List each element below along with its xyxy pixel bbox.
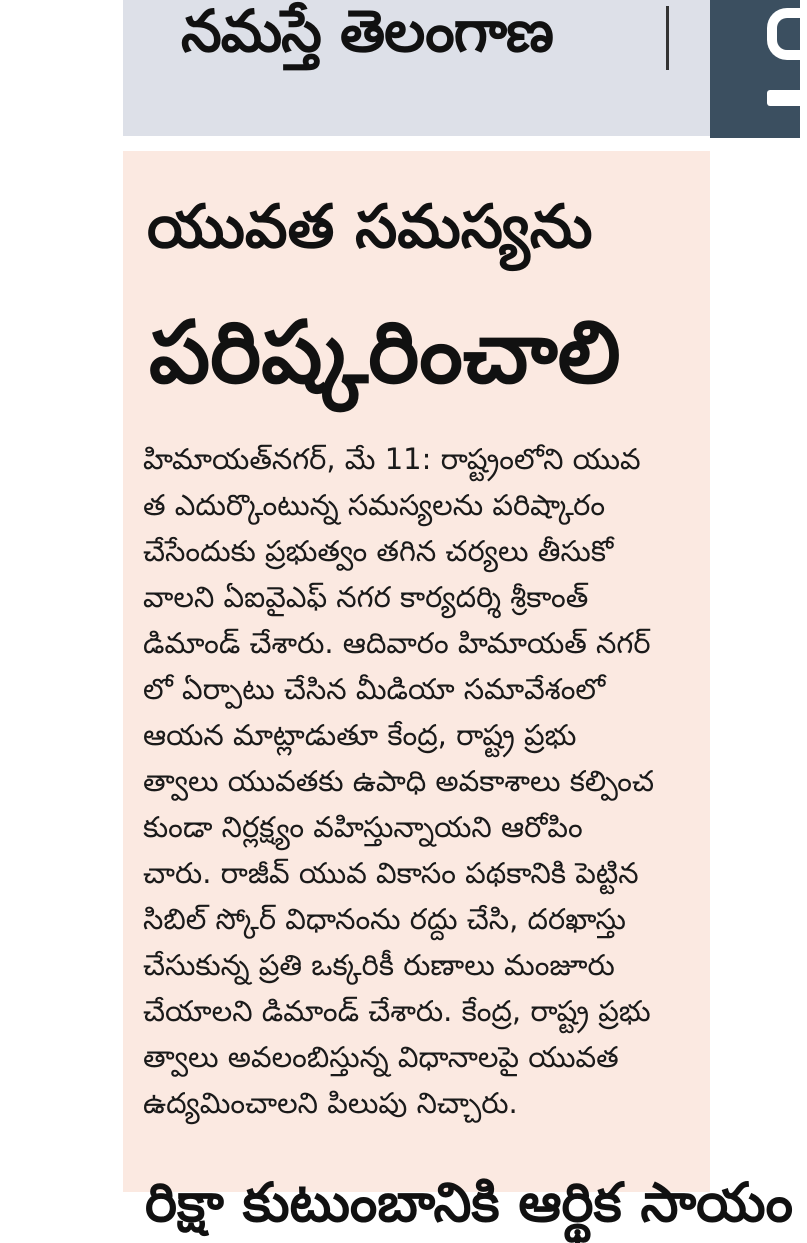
body-line: చారు. రాజీవ్ యువ వికాసం పథకానికి పెట్టిన xyxy=(143,856,639,890)
body-line: చేసుకున్న ప్రతి ఒక్కరికీ రుణాలు మంజూరు xyxy=(143,948,615,982)
body-line: చేసేందుకు ప్రభుత్వం తగిన చర్యలు తీసుకో xyxy=(143,534,614,568)
news-article xyxy=(123,151,793,1234)
body-line: త్వాలు అవలంబిస్తున్న విధానాలపై యువత xyxy=(143,1040,619,1074)
article-headline-line-2: పరిష్కరించాలి xyxy=(149,303,621,403)
body-line: ఉద్యమించాలని పిలుపు నిచ్చారు. xyxy=(143,1086,518,1120)
article-headline-line-1: యువత సమస్యను xyxy=(147,192,593,262)
adjacent-page-logo xyxy=(710,0,800,138)
masthead-title: నమస్తే తెలంగాణ xyxy=(181,0,553,65)
body-line: చేయాలని డిమాండ్ చేశారు. కేంద్ర, రాష్ట్ర ప్రభు xyxy=(143,994,651,1028)
newspaper-masthead xyxy=(123,0,710,136)
logo-glyph-shape xyxy=(767,8,807,60)
body-line: హిమాయత్‌నగర్, మే 11: రాష్ట్రంలోని యువ xyxy=(143,442,641,476)
masthead-divider xyxy=(666,6,669,70)
body-line: వాలని ఏఐవైఎఫ్ నగర కార్యదర్శి శ్రీకాంత్ xyxy=(143,580,589,614)
next-article-headline-cropped: రిక్షా కుటుంబానికి ఆర్థిక సాయం xyxy=(145,1171,793,1234)
body-line: డిమాండ్ చేశారు. ఆదివారం హిమాయత్ నగర్ xyxy=(143,626,651,660)
body-line: లో ఏర్పాటు చేసిన మీడియా సమావేశంలో xyxy=(143,672,606,706)
logo-bar-shape xyxy=(767,90,807,106)
body-line: సిబిల్ స్కోర్ విధానంను రద్దు చేసి, దరఖాస్తు xyxy=(143,902,626,936)
article-body xyxy=(143,436,695,1126)
body-line: ఆయన మాట్లాడుతూ కేంద్ర, రాష్ట్ర ప్రభు xyxy=(143,718,577,752)
body-line: త ఎదుర్కొంటున్న సమస్యలను పరిష్కారం xyxy=(143,488,606,522)
body-line: కుండా నిర్లక్ష్యం వహిస్తున్నాయని ఆరోపిం xyxy=(143,810,583,844)
body-line: త్వాలు యువతకు ఉపాధి అవకాశాలు కల్పించ xyxy=(143,764,654,798)
